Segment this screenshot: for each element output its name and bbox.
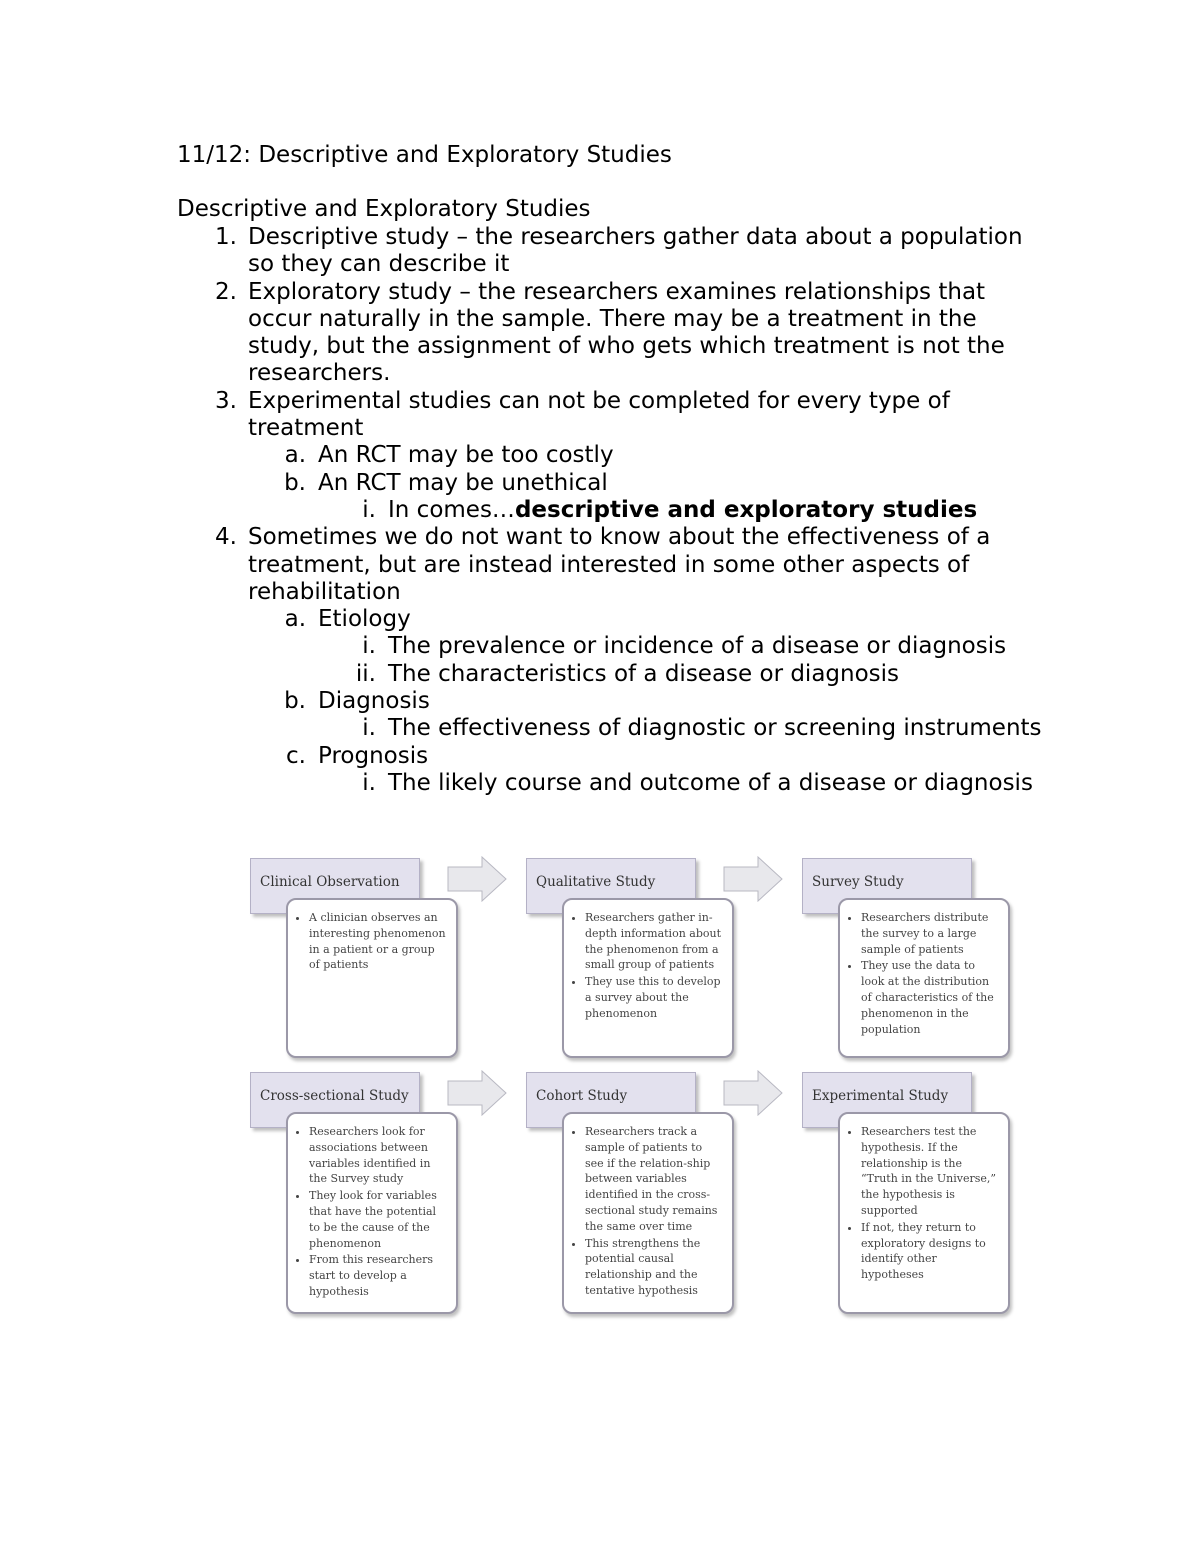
- list-item-text: Diagnosis: [318, 688, 430, 715]
- step-title: Cohort Study: [526, 1072, 696, 1128]
- step-title: Survey Study: [802, 858, 972, 914]
- list-item: [0, 279, 1200, 388]
- step-title: Experimental Study: [802, 1072, 972, 1128]
- list-item-text: The characteristics of a disease or diagnosis: [388, 660, 900, 687]
- section-heading: Descriptive and Exploratory Studies: [177, 196, 591, 222]
- step-bullet: • If not, they return to exploratory designs to identify other hypotheses: [861, 1220, 1000, 1283]
- step-bullet: • Researchers look for associations between variables identified in the Survey study: [309, 1124, 448, 1187]
- list-item: [0, 743, 1200, 770]
- outline-list: [0, 224, 1200, 797]
- step-cohort-study: [516, 1066, 731, 1316]
- list-item-text: An RCT may be too costly: [318, 442, 614, 469]
- step-bullet: • Researchers gather in-depth information about the phenomenon from a small group of patients: [585, 910, 724, 973]
- list-marker: b.: [284, 469, 306, 496]
- step-cross-sectional-study: [240, 1066, 455, 1316]
- list-item: [0, 470, 1200, 497]
- step-bullet: • They use this to develop a survey about the phenomenon: [585, 974, 724, 1021]
- list-item: [0, 633, 1200, 660]
- list-item: [0, 715, 1200, 742]
- step-card: [562, 898, 734, 1058]
- list-item: [0, 442, 1200, 469]
- list-item-text: The likely course and outcome of a disease or diagnosis: [388, 769, 1033, 796]
- list-marker: ii.: [355, 660, 376, 687]
- right-arrow-icon: [446, 1070, 508, 1116]
- step-card: [286, 898, 458, 1058]
- list-item-text: The prevalence or incidence of a disease or diagnosis: [388, 633, 1007, 660]
- right-arrow-icon: [446, 856, 508, 902]
- list-item-text: Etiology: [318, 606, 411, 633]
- step-bullet: • From this researchers start to develop a hypothesis: [309, 1252, 448, 1299]
- step-card: [838, 898, 1010, 1058]
- list-marker: i.: [362, 715, 376, 742]
- list-marker: i.: [362, 496, 376, 523]
- step-title: Qualitative Study: [526, 858, 696, 914]
- list-marker: 2.: [215, 278, 237, 305]
- list-marker: a.: [284, 606, 306, 633]
- step-qualitative-study: [516, 852, 731, 1057]
- emphasized-text: descriptive and exploratory studies: [514, 496, 978, 523]
- step-bullet: • Researchers track a sample of patients to see if the relation-ship between variables identified in the cross-sectional study remains the same over time: [585, 1124, 724, 1235]
- list-item-text: Sometimes we do not want to know about the effectiveness of a treatment, but are instead interested in some other aspects of rehabilitation: [248, 524, 991, 605]
- step-experimental-study: [792, 1066, 1007, 1316]
- list-item: [0, 688, 1200, 715]
- list-marker: i.: [362, 769, 376, 796]
- list-item-text: Prognosis: [318, 742, 429, 769]
- step-bullet: • A clinician observes an interesting phenomenon in a patient or a group of patients: [309, 910, 448, 973]
- step-card: [562, 1112, 734, 1314]
- list-item-text: Descriptive study – the researchers gather data about a population so they can describe it: [248, 224, 1023, 278]
- list-marker: c.: [286, 742, 306, 769]
- step-title: Clinical Observation: [250, 858, 420, 914]
- list-item: [0, 224, 1200, 279]
- step-bullet: • This strengthens the potential causal relationship and the tentative hypothesis: [585, 1236, 724, 1299]
- right-arrow-icon: [722, 1070, 784, 1116]
- list-item-text: [388, 497, 1048, 524]
- text-prefix: In comes…: [388, 496, 515, 523]
- list-item-text: The effectiveness of diagnostic or screening instruments: [388, 715, 1042, 742]
- list-item: [0, 770, 1200, 797]
- step-bullet: • Researchers distribute the survey to a large sample of patients: [861, 910, 1000, 957]
- step-bullet: • They look for variables that have the potential to be the cause of the phenomenon: [309, 1188, 448, 1251]
- step-bullet: • They use the data to look at the distribution of characteristics of the phenomenon in the population: [861, 958, 1000, 1037]
- step-title: Cross-sectional Study: [250, 1072, 420, 1128]
- page-title: 11/12: Descriptive and Exploratory Studies: [177, 142, 672, 168]
- list-marker: i.: [362, 633, 376, 660]
- list-marker: b.: [284, 688, 306, 715]
- step-card: [838, 1112, 1010, 1314]
- step-survey-study: [792, 852, 1007, 1057]
- list-marker: a.: [284, 442, 306, 469]
- list-marker: 4.: [215, 524, 237, 551]
- list-item: [0, 606, 1200, 633]
- list-item: [0, 497, 1200, 524]
- list-item-text: An RCT may be unethical: [318, 469, 608, 496]
- list-marker: 3.: [215, 387, 237, 414]
- list-item: [0, 388, 1200, 443]
- list-item-text: Experimental studies can not be completed for every type of treatment: [248, 387, 950, 442]
- right-arrow-icon: [722, 856, 784, 902]
- list-marker: 1.: [215, 224, 237, 250]
- list-item: [0, 524, 1200, 606]
- research-flow-diagram: [240, 852, 1040, 1322]
- list-item: [0, 661, 1200, 688]
- step-card: [286, 1112, 458, 1314]
- step-bullet: • Researchers test the hypothesis. If the relationship is the “Truth in the Universe,” the hypothesis is supported: [861, 1124, 1000, 1219]
- step-clinical-observation: [240, 852, 455, 1057]
- list-item-text: Exploratory study – the researchers examines relationships that occur naturally in the sample. There may be a treatment in the study, but the assignment of who gets which treatment is not the researchers.: [248, 278, 1005, 387]
